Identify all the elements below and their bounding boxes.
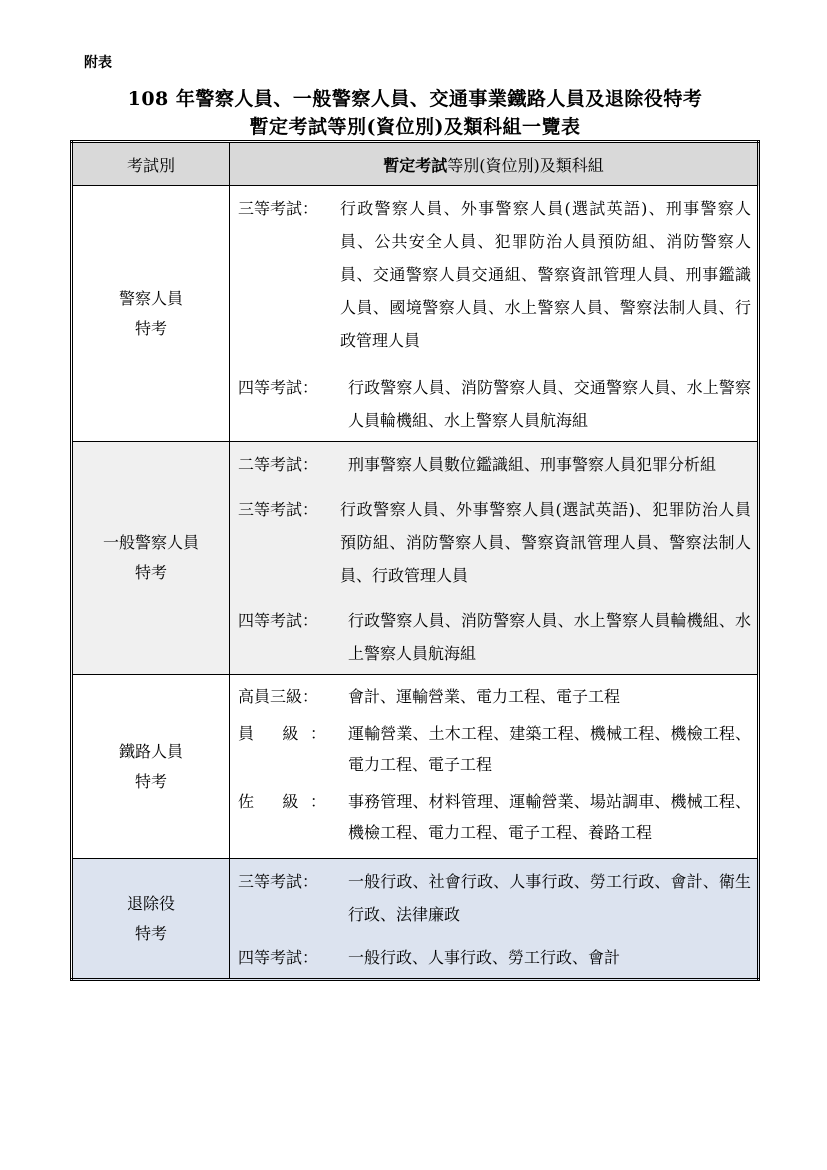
rank-label: 員 級： <box>238 724 326 743</box>
exam-subjects: 行政警察人員、外事警察人員(選試英語)、犯罪防治人員預防組、消防警察人員、警察資訊管理人員、警察法制人員、行政管理人員 <box>340 500 751 585</box>
rank-entry <box>238 681 751 712</box>
rank-label: 高員三級： <box>238 687 319 706</box>
annex-label: 附表 <box>84 55 112 71</box>
rank-entry <box>238 718 751 780</box>
rank-subjects: 運輸營業、土木工程、建築工程、機械工程、機檢工程、電力工程、電子工程 <box>348 724 751 774</box>
exam-subjects: 一般行政、社會行政、人事行政、勞工行政、會計、衛生行政、法律廉政 <box>348 872 751 924</box>
category-suffix: 特考 <box>134 923 167 943</box>
header-levels-and-subjects <box>230 142 759 186</box>
category-cell <box>72 186 230 442</box>
exam-level-entry <box>238 865 751 931</box>
table-header-row <box>72 142 759 186</box>
table-row-veterans <box>72 859 759 980</box>
table-row-police <box>72 186 759 442</box>
rank-subjects: 事務管理、材料管理、運輸營業、場站調車、機械工程、機檢工程、電力工程、電子工程、養路工程 <box>348 792 751 842</box>
category-name: 一般警察人員 <box>102 533 199 552</box>
header-bold-part: 暫定考試 <box>383 155 448 175</box>
exam-level-entry <box>238 371 751 437</box>
exam-subjects: 行政警察人員、消防警察人員、水上警察人員輪機組、水上警察人員航海組 <box>348 611 751 663</box>
category-cell <box>72 859 230 980</box>
document-title-line2: 暫定考試等別(資位別)及類科組一覽表 <box>249 116 581 138</box>
category-name: 鐵路人員 <box>118 741 183 761</box>
exam-level-entry <box>238 493 751 592</box>
exam-level-label: 四等考試： <box>238 378 319 397</box>
category-cell <box>72 675 230 859</box>
content-cell <box>230 675 759 859</box>
category-cell <box>72 442 230 675</box>
content-cell <box>230 186 759 442</box>
exam-subjects: 行政警察人員、消防警察人員、交通警察人員、水上警察人員輪機組、水上警察人員航海組 <box>348 378 751 430</box>
exam-level-label: 三等考試： <box>238 872 319 891</box>
exam-subjects: 行政警察人員、外事警察人員(選試英語)、刑事警察人員、公共安全人員、犯罪防治人員預防組、消防警察人員、交通警察人員交通組、警察資訊管理人員、刑事鑑識人員、國境警察人員、水上警察人員、警察法制人員、行政管理人員 <box>340 199 751 350</box>
exam-subjects: 一般行政、人事行政、勞工行政、會計 <box>348 948 621 967</box>
category-suffix: 特考 <box>134 318 167 338</box>
content-cell <box>230 442 759 675</box>
table-row-railway <box>72 675 759 859</box>
header-rest-part: 等別(資位別)及類科組 <box>447 155 604 175</box>
rank-label: 佐 級： <box>238 792 326 811</box>
exam-level-label: 二等考試： <box>238 455 319 474</box>
document-title-line1: 108 年警察人員、一般警察人員、交通事業鐵路人員及退除役特考 <box>127 88 703 110</box>
rank-subjects: 會計、運輸營業、電力工程、電子工程 <box>348 687 621 706</box>
exam-categories-table <box>70 140 760 981</box>
rank-entry <box>238 786 751 848</box>
exam-level-entry <box>238 192 751 357</box>
exam-level-label: 三等考試： <box>238 500 319 519</box>
category-suffix: 特考 <box>134 771 167 791</box>
exam-level-entry <box>238 448 751 481</box>
exam-level-entry <box>238 941 751 974</box>
category-name: 警察人員 <box>118 288 183 308</box>
content-cell <box>230 859 759 980</box>
exam-level-label: 三等考試： <box>238 199 319 218</box>
category-suffix: 特考 <box>134 563 167 582</box>
exam-level-entry <box>238 604 751 670</box>
exam-level-label: 四等考試： <box>238 611 319 630</box>
exam-subjects: 刑事警察人員數位鑑識組、刑事警察人員犯罪分析組 <box>348 455 717 474</box>
category-name: 退除役 <box>126 893 175 913</box>
table-row-general-police <box>72 442 759 675</box>
exam-level-label: 四等考試： <box>238 948 319 967</box>
header-exam-type: 考試別 <box>72 142 230 186</box>
